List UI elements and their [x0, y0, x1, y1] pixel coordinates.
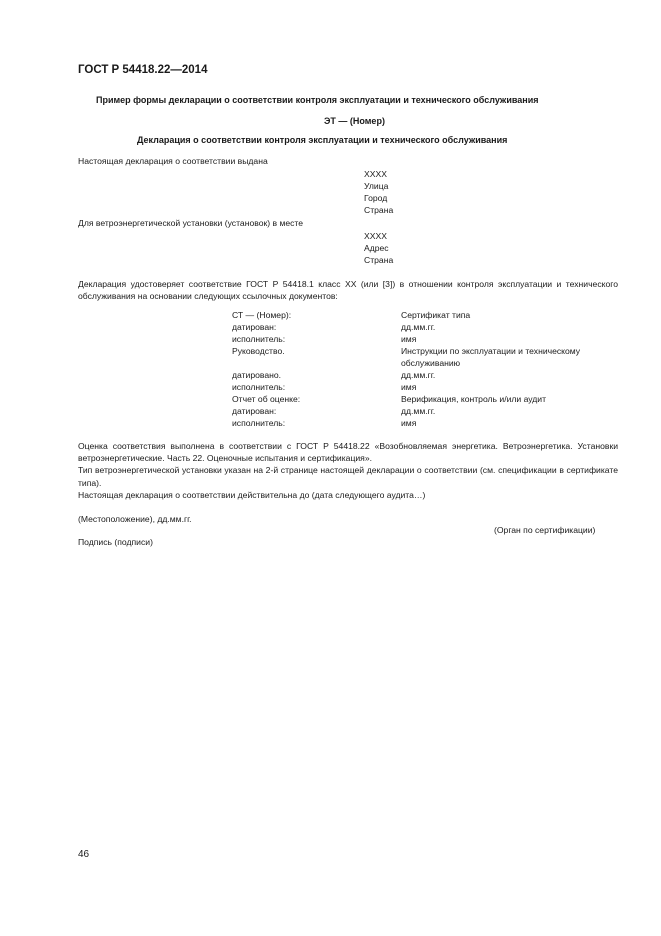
certifies-text: Декларация удостоверяет соответствие ГОСТ Р 54418.1 класс ХХ (или [3]) в отношении контроля эксплуатации и технического обслуживания на основании следующих ссылочных документов:: [78, 279, 618, 302]
issued-to-country: Страна: [364, 205, 394, 215]
ref-value-2: дд.мм.гг.: [401, 322, 436, 332]
ref-value-7: Верификация, контроль и/или аудит: [401, 394, 547, 404]
type-text: Тип ветроэнергетической установки указан на 2-й странице настоящей декларации о соответствии (см. спецификации в сертификате типа).: [78, 465, 618, 488]
ref-value-8: дд.мм.гг.: [401, 406, 436, 416]
ref-value-1: Сертификат типа: [401, 310, 471, 320]
issued-to-name: ХХХХ: [364, 169, 387, 179]
ref-label-1: СТ — (Номер):: [232, 310, 292, 320]
declaration-title: Декларация о соответствии контроля эксплуатации и технического обслуживания: [137, 135, 508, 145]
installation-address: Адрес: [364, 243, 389, 253]
ref-label-9: исполнитель:: [232, 418, 286, 428]
ref-value-9: имя: [401, 418, 417, 428]
ref-value-5: дд.мм.гг.: [401, 370, 436, 380]
standard-code: ГОСТ Р 54418.22—2014: [78, 64, 208, 76]
ref-value-3: имя: [401, 334, 417, 344]
issued-to-label: Настоящая декларация о соответствии выдана: [78, 156, 268, 166]
assessment-text: Оценка соответствия выполнена в соответствии с ГОСТ Р 54418.22 «Возобновляемая энергетика. Ветроэнергетика. Установки ветроэнергетические. Часть 22. Оценочные испытания и сертификация».: [78, 441, 618, 464]
ref-label-7: Отчет об оценке:: [232, 394, 301, 404]
ref-label-3: исполнитель:: [232, 334, 286, 344]
ref-label-4: Руководство.: [232, 346, 285, 356]
ref-label-8: датирован:: [232, 406, 277, 416]
ref-label-2: датирован:: [232, 322, 277, 332]
signature-label: Подпись (подписи): [78, 537, 153, 547]
doc-number: ЭТ — (Номер): [324, 116, 385, 126]
location-date: (Местоположение), дд.мм.гг.: [78, 514, 192, 524]
ref-label-5: датировано.: [232, 370, 282, 380]
page-number: 46: [78, 849, 90, 860]
installation-country: Страна: [364, 255, 394, 265]
ref-label-6: исполнитель:: [232, 382, 286, 392]
ref-value-4: Инструкции по эксплуатации и техническому: [401, 346, 581, 356]
certifies-paragraph: [78, 278, 618, 302]
installation-label: Для ветроэнергетической установки (установок) в месте: [78, 218, 304, 228]
ref-value-4-cont: обслуживанию: [401, 358, 461, 368]
issued-to-city: Город: [364, 193, 388, 203]
installation-name: ХХХХ: [364, 231, 387, 241]
form-title: Пример формы декларации о соответствии контроля эксплуатации и технического обслуживания: [96, 95, 539, 105]
ref-value-6: имя: [401, 382, 417, 392]
issued-to-street: Улица: [364, 181, 389, 191]
certification-body: (Орган по сертификации): [494, 525, 596, 535]
validity-text: Настоящая декларация о соответствии действительна до (дата следующего аудита…): [78, 489, 426, 500]
assessment-block: [78, 440, 618, 501]
